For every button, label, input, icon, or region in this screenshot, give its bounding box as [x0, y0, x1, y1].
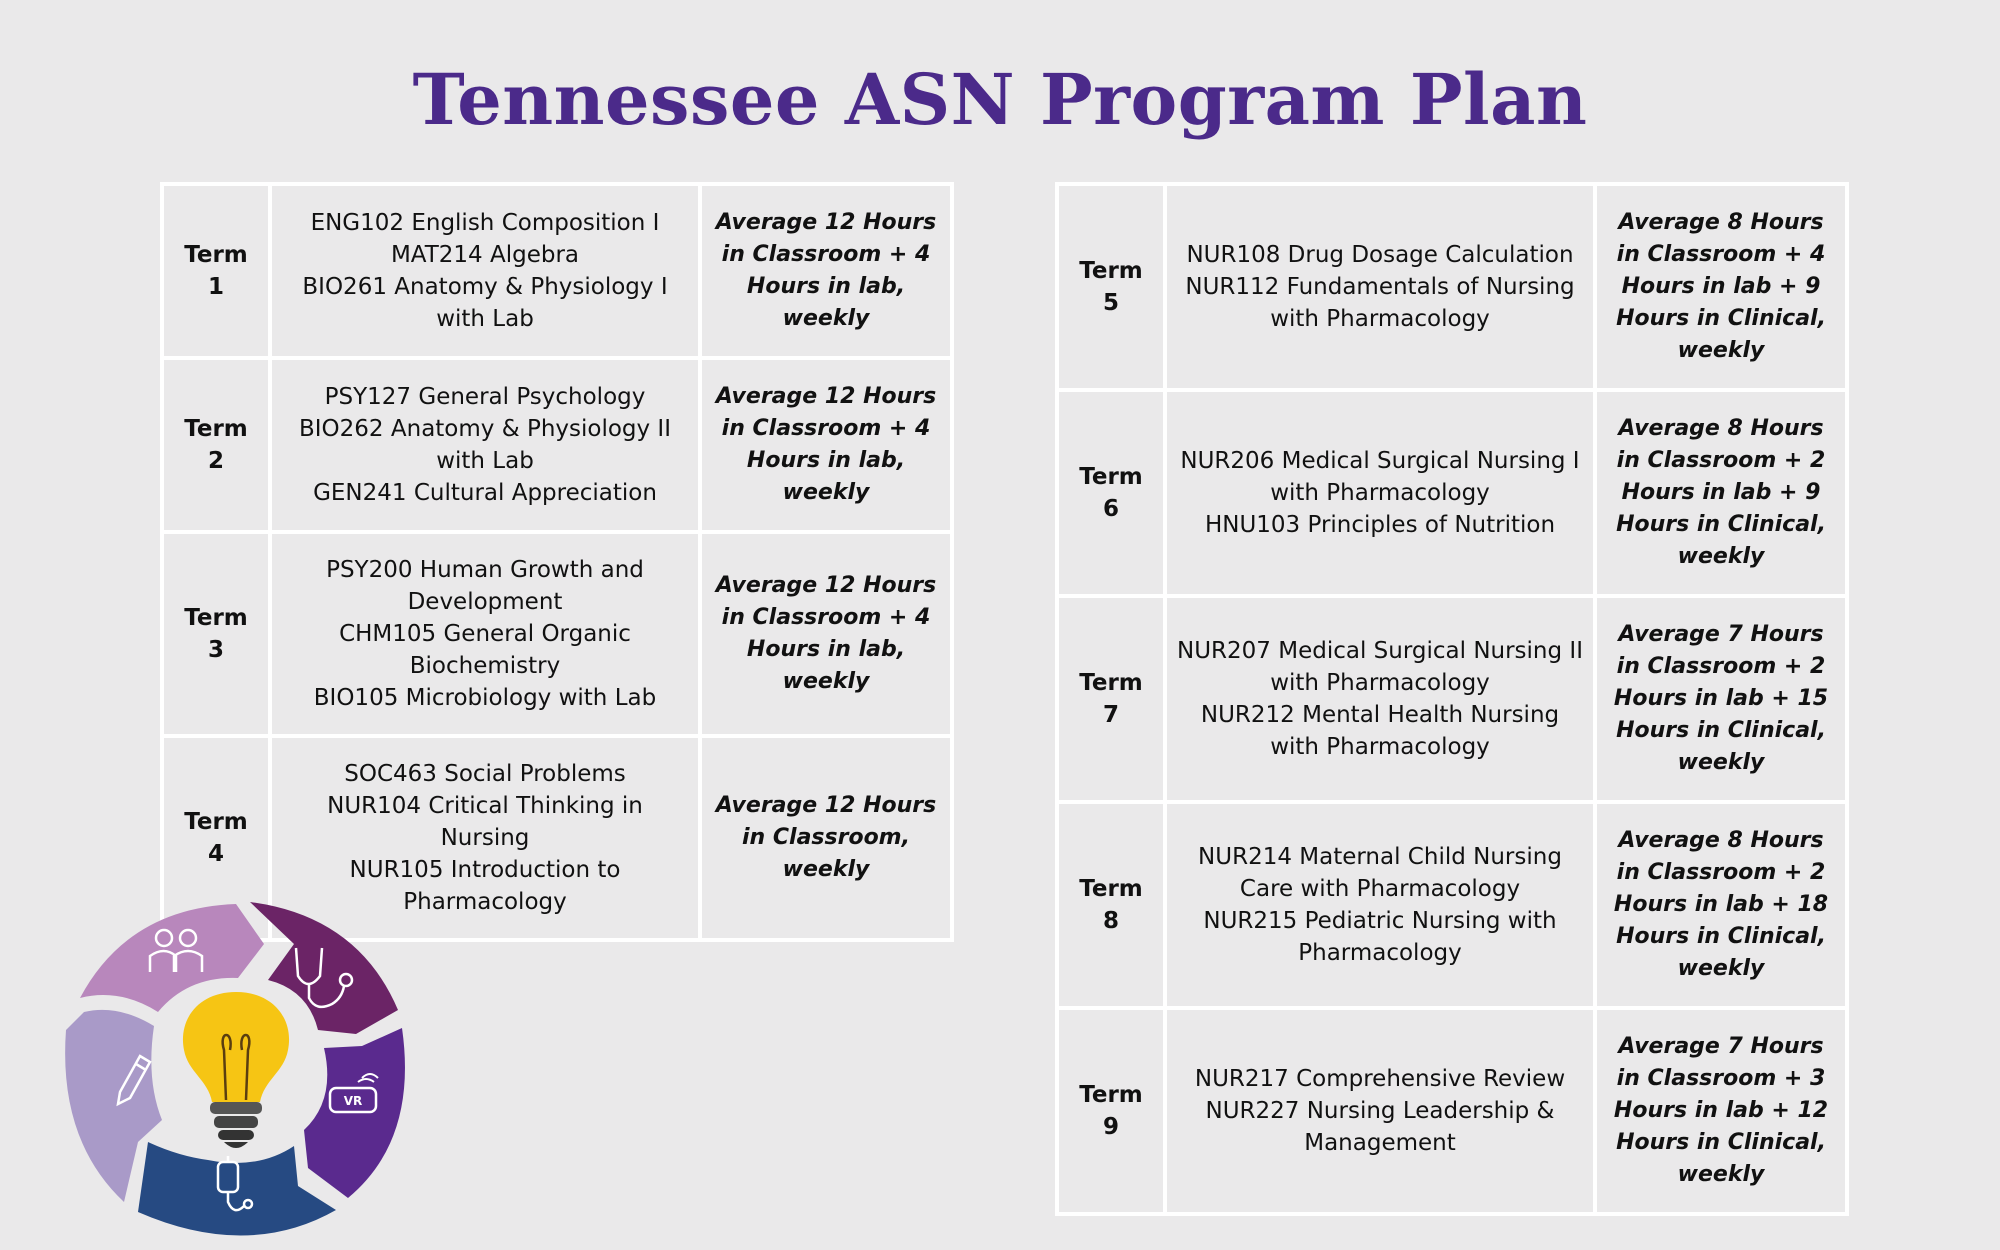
term-word: Term: [1079, 670, 1143, 696]
weekly-hours: Average 12 Hours in Classroom + 4 Hours in lab, weekly: [700, 532, 952, 736]
weekly-hours: Average 12 Hours in Classroom + 4 Hours in lab, weekly: [700, 358, 952, 532]
course-item: HNU103 Principles of Nutrition: [1204, 512, 1556, 538]
term-number: 2: [207, 448, 224, 474]
term-row: [1057, 184, 1847, 390]
term-row: [1057, 802, 1847, 1008]
weekly-hours: Average 7 Hours in Classroom + 2 Hours in lab + 15 Hours in Clinical, weekly: [1595, 596, 1847, 802]
term-number: 8: [1102, 908, 1119, 934]
weekly-hours: Average 8 Hours in Classroom + 2 Hours in lab + 18 Hours in Clinical, weekly: [1595, 802, 1847, 1008]
term-label: [1057, 596, 1165, 802]
term-number: 3: [207, 637, 224, 663]
nursing-cycle-wheel: [58, 880, 418, 1240]
course-item: PSY200 Human Growth and Development: [326, 557, 644, 615]
term-number: 6: [1102, 496, 1119, 522]
term-row: [1057, 596, 1847, 802]
course-list: [1165, 1008, 1595, 1214]
term-word: Term: [1079, 258, 1143, 284]
course-item: CHM105 General Organic Biochemistry: [339, 621, 631, 679]
term-label: [1057, 1008, 1165, 1214]
term-row: [162, 358, 952, 532]
weekly-hours: Average 7 Hours in Classroom + 3 Hours in lab + 12 Hours in Clinical, weekly: [1595, 1008, 1847, 1214]
weekly-hours: Average 12 Hours in Classroom + 4 Hours in lab, weekly: [700, 184, 952, 358]
weekly-hours: Average 12 Hours in Classroom, weekly: [700, 736, 952, 940]
term-row: [162, 184, 952, 358]
program-plan-table-left: [160, 182, 954, 942]
term-number: 9: [1102, 1114, 1119, 1140]
svg-text:VR: VR: [343, 1094, 363, 1108]
program-plan-table-right: [1055, 182, 1849, 1216]
term-word: Term: [184, 416, 248, 442]
course-list: [1165, 184, 1595, 390]
page-title: Tennessee ASN Program Plan: [412, 58, 1588, 141]
term-word: Term: [1079, 464, 1143, 490]
course-item: NUR212 Mental Health Nursing with Pharmacology: [1200, 702, 1560, 760]
term-row: [1057, 390, 1847, 596]
term-label: [162, 184, 270, 358]
course-item: NUR215 Pediatric Nursing with Pharmacology: [1203, 908, 1557, 966]
course-list: [1165, 596, 1595, 802]
term-row: [1057, 1008, 1847, 1214]
course-item: ENG102 English Composition I: [310, 210, 660, 236]
lightbulb-icon: [183, 992, 289, 1148]
term-label: [1057, 184, 1165, 390]
course-item: MAT214 Algebra: [390, 242, 580, 268]
term-number: 1: [207, 274, 224, 300]
course-list: [1165, 802, 1595, 1008]
course-item: NUR217 Comprehensive Review: [1194, 1066, 1566, 1092]
course-item: PSY127 General Psychology: [324, 384, 646, 410]
term-number: 4: [207, 841, 224, 867]
term-label: [1057, 390, 1165, 596]
course-item: BIO262 Anatomy & Physiology II with Lab: [299, 416, 671, 474]
term-label: [162, 358, 270, 532]
term-number: 7: [1102, 702, 1119, 728]
weekly-hours: Average 8 Hours in Classroom + 2 Hours in lab + 9 Hours in Clinical, weekly: [1595, 390, 1847, 596]
term-word: Term: [184, 605, 248, 631]
course-item: BIO105 Microbiology with Lab: [313, 685, 657, 711]
course-item: NUR207 Medical Surgical Nursing II with Pharmacology: [1177, 638, 1583, 696]
course-item: NUR206 Medical Surgical Nursing I with Pharmacology: [1180, 448, 1580, 506]
course-item: NUR214 Maternal Child Nursing Care with Pharmacology: [1198, 844, 1562, 902]
term-row: [162, 532, 952, 736]
course-list: [270, 532, 700, 736]
course-list: [1165, 390, 1595, 596]
term-word: Term: [1079, 1082, 1143, 1108]
course-item: NUR105 Introduction to Pharmacology: [349, 857, 621, 915]
term-label: [162, 532, 270, 736]
course-list: [270, 184, 700, 358]
term-word: Term: [184, 242, 248, 268]
term-number: 5: [1102, 290, 1119, 316]
course-item: SOC463 Social Problems: [344, 761, 626, 787]
course-item: GEN241 Cultural Appreciation: [313, 480, 657, 506]
course-list: [270, 358, 700, 532]
term-label: [1057, 802, 1165, 1008]
course-item: NUR104 Critical Thinking in Nursing: [327, 793, 643, 851]
weekly-hours: Average 8 Hours in Classroom + 4 Hours in lab + 9 Hours in Clinical, weekly: [1595, 184, 1847, 390]
course-item: BIO261 Anatomy & Physiology I with Lab: [302, 274, 668, 332]
course-item: NUR227 Nursing Leadership & Management: [1205, 1098, 1555, 1156]
course-item: NUR108 Drug Dosage Calculation: [1186, 242, 1574, 268]
term-word: Term: [184, 809, 248, 835]
term-word: Term: [1079, 876, 1143, 902]
course-item: NUR112 Fundamentals of Nursing with Pharmacology: [1185, 274, 1575, 332]
